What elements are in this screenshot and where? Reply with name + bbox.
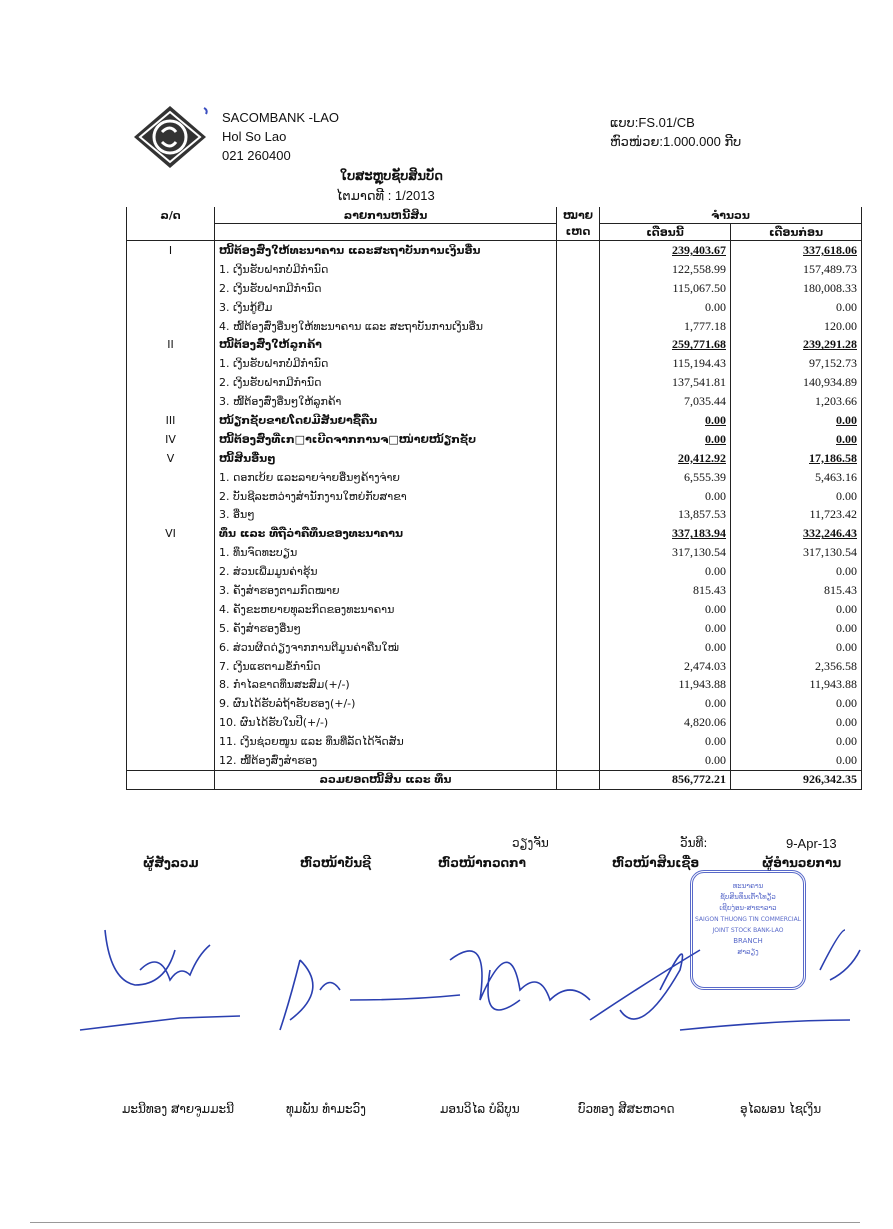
table-row	[127, 279, 862, 298]
table-row	[127, 373, 862, 392]
row-note	[557, 619, 600, 638]
stamp-line-1: ທະນາຄານ	[732, 882, 764, 890]
role-director: ຜູ້ອຳນວຍການ	[762, 856, 842, 870]
date-label: ວັນທີ:	[680, 836, 708, 850]
table-row	[127, 505, 862, 524]
row-number	[127, 392, 215, 411]
row-item: 1. ດອກເບ້ຍ ແລະລາຍຈ່າຍອື່ນໆຄ້າງຈ່າຍ	[215, 468, 557, 487]
table-row	[127, 581, 862, 600]
row-note	[557, 260, 600, 279]
row-item: 6. ສ່ວນຜິດດ່ຽງຈາກການຕີມູນຄ່າຄືນໃໝ່	[215, 638, 557, 657]
row-number	[127, 638, 215, 657]
table-row	[127, 732, 862, 751]
row-prev-month: 11,943.88	[731, 675, 862, 694]
row-prev-month: 0.00	[731, 600, 862, 619]
row-prev-month: 157,489.73	[731, 260, 862, 279]
table-row	[127, 430, 862, 449]
row-number	[127, 657, 215, 676]
table-row	[127, 675, 862, 694]
row-prev-month: 140,934.89	[731, 373, 862, 392]
row-number	[127, 619, 215, 638]
row-this-month: 0.00	[600, 732, 731, 751]
row-prev-month: 97,152.73	[731, 354, 862, 373]
row-item: 3. ຄັງສຳຮອງຕາມກົດໝາຍ	[215, 581, 557, 600]
row-this-month: 11,943.88	[600, 675, 731, 694]
row-this-month: 239,403.67	[600, 241, 731, 260]
row-note	[557, 354, 600, 373]
row-this-month: 0.00	[600, 751, 731, 770]
row-item: ໜີ້ສິນອື່ນໆ	[215, 449, 557, 468]
row-prev-month: 0.00	[731, 298, 862, 317]
row-number: III	[127, 411, 215, 430]
row-this-month: 122,558.99	[600, 260, 731, 279]
row-item: 11. ເງິນຊ່ວຍໜູນ ແລະ ທຶນທີ່ລັດໄດ້ຈັດສັນ	[215, 732, 557, 751]
stamp-line-5: JOINT STOCK BANK-LAO	[712, 927, 784, 934]
row-this-month: 259,771.68	[600, 335, 731, 354]
row-prev-month: 332,246.43	[731, 524, 862, 543]
row-this-month: 2,474.03	[600, 657, 731, 676]
balance-sheet-table	[126, 207, 862, 790]
table-row	[127, 694, 862, 713]
row-this-month: 0.00	[600, 694, 731, 713]
row-item: 3. ໜີ້ຕ້ອງສົ່ງອື່ນໆໃຫ້ລູກຄ້າ	[215, 392, 557, 411]
row-note	[557, 751, 600, 770]
row-item: 8. ກຳໄລຂາດທຶນສະສົມ(+/-)	[215, 675, 557, 694]
table-row	[127, 638, 862, 657]
row-item: 2. ບັນຊີລະຫວ່າງສຳນັກງານໃຫຍ່ກັບສາຂາ	[215, 487, 557, 506]
row-note	[557, 657, 600, 676]
row-item: ທຶນ ແລະ ທີ່ຖືວ່າຄືທຶນຂອງທະນາຄານ	[215, 524, 557, 543]
row-this-month: 0.00	[600, 619, 731, 638]
row-prev-month: 337,618.06	[731, 241, 862, 260]
table-row	[127, 562, 862, 581]
report-date: 9-Apr-13	[786, 836, 837, 851]
row-note	[557, 600, 600, 619]
role-head-credit: ຫົວໜ້າສິນເຊື່ອ	[612, 856, 700, 870]
sacombank-logo	[132, 104, 208, 170]
row-prev-month: 0.00	[731, 713, 862, 732]
document-title: ໃບສະຫຼຸບຊັບສິນບັດ	[340, 168, 443, 183]
form-code: ແບບ:FS.01/CB	[610, 115, 695, 130]
row-prev-month: 0.00	[731, 638, 862, 657]
table-row	[127, 317, 862, 336]
row-number: VI	[127, 524, 215, 543]
row-prev-month: 0.00	[731, 732, 862, 751]
row-note	[557, 449, 600, 468]
row-note	[557, 317, 600, 336]
row-note	[557, 524, 600, 543]
row-item: 1. ທຶນຈົດທະບຽນ	[215, 543, 557, 562]
stamp-line-4: SAIGON THUONG TIN COMMERCIAL	[694, 916, 802, 923]
row-note	[557, 581, 600, 600]
table-row	[127, 487, 862, 506]
row-prev-month: 180,008.33	[731, 279, 862, 298]
row-item: 4. ຄັງຂະຫຍາຍທຸລະກິດຂອງທະນາຄານ	[215, 600, 557, 619]
stamp-line-2: ຊັບສິນທຶນເຕົ້າໂທຽ້ວ	[720, 893, 776, 901]
row-prev-month: 5,463.16	[731, 468, 862, 487]
table-row	[127, 543, 862, 562]
table-row	[127, 449, 862, 468]
name-head-credit: ບົວທອງ ສີສະຫວາດ	[578, 1102, 675, 1116]
table-row	[127, 411, 862, 430]
row-number: I	[127, 241, 215, 260]
row-number: II	[127, 335, 215, 354]
row-item: ໜີ້ຕ້ອງສົ່ງທີ່ເກ□າເບີດຈາກການຈ□ໜ່າຍໜ້ຽກຊັບ	[215, 430, 557, 449]
row-prev-month: 239,291.28	[731, 335, 862, 354]
col-item-header: ລາຍການຫນີ້ສິນ	[215, 207, 557, 224]
col-amount-header: ຈຳນວນ	[600, 207, 862, 224]
row-prev-month: 1,203.66	[731, 392, 862, 411]
bottom-rule	[30, 1222, 860, 1223]
row-this-month: 115,067.50	[600, 279, 731, 298]
row-prev-month: 0.00	[731, 487, 862, 506]
row-item: 12. ໜີ້ຕ້ອງສົ່ງສຳຮອງ	[215, 751, 557, 770]
row-number	[127, 543, 215, 562]
row-note	[557, 298, 600, 317]
total-this-month: 856,772.21	[600, 770, 731, 789]
row-note	[557, 468, 600, 487]
row-note	[557, 335, 600, 354]
row-number: V	[127, 449, 215, 468]
row-item: ໜີ້ຕ້ອງສົ່ງໃຫ້ທະນາຄານ ແລະສະຖາບັນການເງິນອື່ນ	[215, 241, 557, 260]
row-number	[127, 713, 215, 732]
stamp-line-6: BRANCH	[733, 937, 763, 945]
row-item: 3. ເງິນກູ້ຢືມ	[215, 298, 557, 317]
stamp-line-7: ສາລຽງ	[737, 948, 759, 956]
row-this-month: 137,541.81	[600, 373, 731, 392]
row-item: ໜ້ຽກຊັບຂາຍໂດຍມີສັນຍາຊື້ຄືນ	[215, 411, 557, 430]
col-no-header: ລ/ດ	[127, 207, 215, 224]
unit-label: ຫົວໜ່ວຍ:1.000.000 ກີບ	[610, 134, 742, 149]
total-label: ລວມຍອດໜີ້ສິນ ແລະ ທຶນ	[215, 770, 557, 789]
row-prev-month: 0.00	[731, 619, 862, 638]
row-number	[127, 487, 215, 506]
place-label: ວຽງຈັນ	[512, 836, 549, 850]
row-prev-month: 17,186.58	[731, 449, 862, 468]
table-row	[127, 600, 862, 619]
col-this-month-header: ເດືອນນີ້	[600, 224, 731, 241]
stamp-line-3: ເຊີຍງ່ອນ-ສາຂາລາວ	[719, 904, 777, 912]
row-this-month: 4,820.06	[600, 713, 731, 732]
name-head-audit: ມອນວິໄລ ບໍລິບູນ	[440, 1102, 520, 1116]
row-number	[127, 600, 215, 619]
row-item: 2. ເງິນຮັບຝາກມີກຳນົດ	[215, 279, 557, 298]
row-number	[127, 298, 215, 317]
row-item: 3. ອື່ນໆ	[215, 505, 557, 524]
row-prev-month: 0.00	[731, 751, 862, 770]
row-note	[557, 505, 600, 524]
row-note	[557, 638, 600, 657]
row-note	[557, 732, 600, 751]
row-number	[127, 675, 215, 694]
role-chief-accountant: ຫົວໜ້າບັນຊີ	[300, 856, 372, 870]
row-this-month: 0.00	[600, 430, 731, 449]
row-this-month: 20,412.92	[600, 449, 731, 468]
row-note	[557, 279, 600, 298]
table-row	[127, 392, 862, 411]
role-head-audit: ຫົວໜ້າກວດກາ	[438, 856, 526, 870]
row-item: 2. ສ່ວນເພີ່ມມູນຄ່າຮຸ້ນ	[215, 562, 557, 581]
row-this-month: 0.00	[600, 638, 731, 657]
row-number	[127, 279, 215, 298]
col-note-header-bottom: ເຫດ	[557, 224, 600, 241]
row-number	[127, 732, 215, 751]
period-label: ໄຕມາດທີ : 1/2013	[336, 188, 435, 203]
row-prev-month: 815.43	[731, 581, 862, 600]
row-number	[127, 581, 215, 600]
row-item: 9. ຜົນໄດ້ຮັບລໍຖ້າຮັບຮອງ(+/-)	[215, 694, 557, 713]
row-number	[127, 373, 215, 392]
row-item: 1. ເງິນຮັບຝາກບໍ່ມີກຳນົດ	[215, 260, 557, 279]
row-number	[127, 694, 215, 713]
row-this-month: 0.00	[600, 411, 731, 430]
row-item: 4. ໜີ້ຕ້ອງສົ່ງອື່ນໆໃຫ້ທະນາຄານ ແລະ ສະຖາບັນການເງິນອື່ນ	[215, 317, 557, 336]
name-chief-accountant: ທຸມພັນ ທຳມະວົງ	[286, 1102, 366, 1116]
row-prev-month: 120.00	[731, 317, 862, 336]
row-this-month: 0.00	[600, 298, 731, 317]
row-this-month: 1,777.18	[600, 317, 731, 336]
role-compiler: ຜູ້ສັງລວມ	[143, 856, 199, 870]
row-this-month: 13,857.53	[600, 505, 731, 524]
row-this-month: 6,555.39	[600, 468, 731, 487]
name-director: ອຸໄລພອນ ໄຊເງິນ	[740, 1102, 822, 1116]
row-prev-month: 0.00	[731, 411, 862, 430]
row-prev-month: 2,356.58	[731, 657, 862, 676]
row-this-month: 0.00	[600, 600, 731, 619]
row-number	[127, 468, 215, 487]
row-note	[557, 543, 600, 562]
row-prev-month: 0.00	[731, 694, 862, 713]
row-note	[557, 562, 600, 581]
row-this-month: 0.00	[600, 487, 731, 506]
row-note	[557, 694, 600, 713]
row-number	[127, 260, 215, 279]
row-item: 5. ຄັງສຳຮອງອື່ນໆ	[215, 619, 557, 638]
row-this-month: 115,194.43	[600, 354, 731, 373]
row-note	[557, 713, 600, 732]
row-item: 10. ຜົນໄດ້ຮັບໃນປີ(+/-)	[215, 713, 557, 732]
row-note	[557, 487, 600, 506]
table-row	[127, 354, 862, 373]
row-note	[557, 411, 600, 430]
row-number	[127, 354, 215, 373]
row-note	[557, 392, 600, 411]
row-prev-month: 11,723.42	[731, 505, 862, 524]
row-number	[127, 751, 215, 770]
row-this-month: 0.00	[600, 562, 731, 581]
table-row	[127, 619, 862, 638]
row-this-month: 337,183.94	[600, 524, 731, 543]
col-prev-month-header: ເດືອນກ່ອນ	[731, 224, 862, 241]
row-this-month: 815.43	[600, 581, 731, 600]
table-row	[127, 751, 862, 770]
row-item: ໜີ້ຕ້ອງສົ່ງໃຫ້ລູກຄ້າ	[215, 335, 557, 354]
row-note	[557, 373, 600, 392]
row-prev-month: 317,130.54	[731, 543, 862, 562]
name-compiler: ມະນີທອງ ສາຍຈູມມະນີ	[122, 1102, 234, 1116]
row-item: 7. ເງິນແຮຕາມຂໍ້ກຳນົດ	[215, 657, 557, 676]
row-prev-month: 0.00	[731, 430, 862, 449]
office-name: Hol So Lao	[222, 129, 287, 144]
row-note	[557, 241, 600, 260]
table-row	[127, 468, 862, 487]
row-prev-month: 0.00	[731, 562, 862, 581]
total-prev-month: 926,342.35	[731, 770, 862, 789]
row-number: IV	[127, 430, 215, 449]
row-number	[127, 562, 215, 581]
office-phone: 021 260400	[222, 148, 291, 163]
table-row	[127, 713, 862, 732]
row-number	[127, 317, 215, 336]
row-item: 2. ເງິນຮັບຝາກມີກຳນົດ	[215, 373, 557, 392]
bank-name: SACOMBANK -LAO	[222, 110, 340, 125]
bank-stamp	[690, 870, 806, 990]
row-this-month: 7,035.44	[600, 392, 731, 411]
table-row	[127, 657, 862, 676]
table-row	[127, 241, 862, 260]
row-number	[127, 505, 215, 524]
col-note-header-top: ໝາຍ	[557, 207, 600, 224]
row-note	[557, 430, 600, 449]
row-item: 1. ເງິນຮັບຝາກບໍ່ມີກຳນົດ	[215, 354, 557, 373]
table-row	[127, 298, 862, 317]
row-this-month: 317,130.54	[600, 543, 731, 562]
row-note	[557, 675, 600, 694]
table-row	[127, 524, 862, 543]
table-row	[127, 335, 862, 354]
table-row	[127, 260, 862, 279]
